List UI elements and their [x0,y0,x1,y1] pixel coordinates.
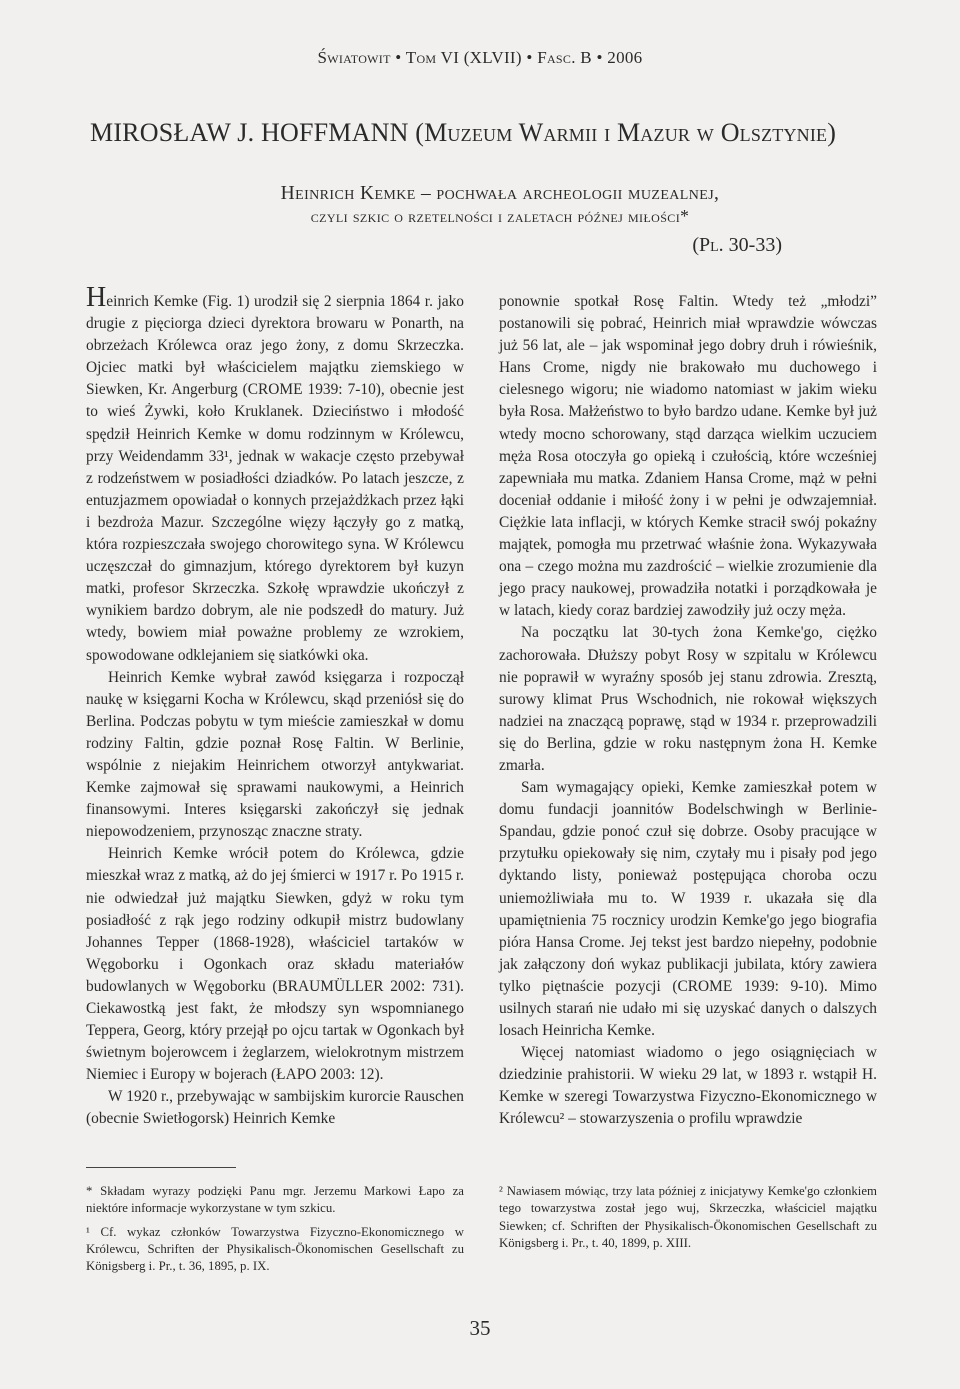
article-title [210,182,790,228]
paragraph: Sam wymagający opieki, Kemke zamieszkał potem w domu fundacji joannitów Bodelschwingh w Berlinie-Spandau, gdzie ponoć czuł się dobrze. Osoby pracujące w przytułku opiekowały się nim, czytały mu i pisały pod jego dyktando listy, ponieważ postępująca choroba oczu uniemożliwiała mu to. W 1939 r. ukazała się dla upamiętnienia 75 rocznicy urodzin Kemke'go jego biografia pióra Hansa Crome. Jej tekst jest bardzo niepełny, podobnie jak załączony doń wykaz publikacji jubilata, który zawiera tylko piętnaście pozycji (CROME 1939: 9-10). Mimo usilnych starań nie udało mi się uzyskać danych o dalszych losach Heinricha Kemke. [499,779,877,1040]
paragraph: Więcej natomiast wiadomo o jego osiągnięciach w dziedzinie prahistorii. W wieku 29 lat, w 1893 r. wstąpił H. Kemke w szeregi Towarzystwa Fizyczno-Ekonomicznego w Królewcu² – stowarzyszenia o profilu wprawdzie [499,1044,877,1128]
title-line-2: czyli szkic o rzetelności i zaletach późnej miłości* [310,206,690,226]
left-column [86,282,464,1131]
right-column [499,291,877,1131]
author-name: MIROSŁAW J. HOFFMANN [90,118,409,147]
paragraph: ponownie spotkał Rosę Faltin. Wtedy też „młodzi” postanowili się pobrać, Heinrich miał wprawdzie wówczas już 56 lat, ale – jak wspominał jego dobry druh i rówieśnik, Hans Crome, nigdy nie brakowało mu duchowego i cielesnego wigoru; nie wiadomo natomiast w jakim wieku była Rosa. Małżeństwo to było bardzo udane. Kemke był już wtedy mocno schorowany, stąd darząca wielkim uczuciem męża Rosa otoczyła go opieką i czułością, które wcześniej zapewniała mu matka. Zdaniem Hansa Crome, mąż w pełni doceniał oddanie i miłość żony i w pełni je odwzajemniał. Ciężkie lata inflacji, w których Kemke stracił swój pokaźny majątek, pomogła mu przetrwać właśnie żona. Wykazywała ona – czego można mu zazdrościć – wielkie zrozumienie dla jego pracy naukowej, prowadziła notatki i porządkowała je w latach, kiedy coraz bardziej zawodziły już oczy męża. [499,293,877,620]
paragraph: Na początku lat 30-tych żona Kemke'go, ciężko zachorowała. Dłuższy pobyt Rosy w szpitalu w Królewcu nie poprawił w wyraźny sposób jej stanu zdrowia. Zresztą, surowy klimat Prus Wschodnich, nie rokował większych nadziei na znaczącą poprawę, stąd w 1934 r. przeprowadzili się do Berlina, gdzie w roku następnym żona H. Kemke zmarła. [499,624,877,774]
paragraph: W 1920 r., przebywając w sambijskim kurorcie Rauschen (obecnie Swietłogorsk) Heinrich Kemke [86,1088,464,1128]
footnotes-right [499,1183,877,1258]
footnote: ² Nawiasem mówiąc, trzy lata później z inicjatywy Kemke'go członkiem tego towarzystwa został jego wuj, Skrzeczka, właściciel majątku Siewken; cf. Schriften der Physikalisch-Ökonomischen Gesellschaft zu Königsberg i. Pr., t. 40, 1899, p. XIII. [499,1184,877,1250]
footnote-divider [86,1167,236,1168]
footnote: ¹ Cf. wykaz członków Towarzystwa Fizyczno-Ekonomicznego w Królewcu, Schriften der Physikalisch-Ökonomischen Gesellschaft zu Königsberg i. Pr., t. 36, 1895, p. IX. [86,1224,464,1274]
author-line [90,118,890,148]
page-number: 35 [469,1316,491,1340]
journal-header: Światowit • Tom VI (XLVII) • Fasc. B • 2006 [317,48,643,67]
title-line-1: Heinrich Kemke – pochwała archeologii muzealnej, [280,183,720,204]
footnotes-left [86,1183,464,1281]
author-affiliation: (Muzeum Warmii i Mazur w Olsztynie) [415,118,837,147]
paragraph [86,282,464,667]
paragraph: Heinrich Kemke wybrał zawód księgarza i rozpoczął naukę w księgarni Kocha w Królewcu, skąd przeniósł się do Berlina. Podczas pobytu w tym mieście zamieszkał w domu rodziny Faltin, gdzie poznał Rosę Faltin. W Berlinie, wspólnie z niejakim Heinrichem otworzył antykwariat. Kemke zajmował się sprawami naukowymi, a Heinrich finansowymi. Interes księgarski zakończył się jednak niepowodzeniem, przynosząc znaczne straty. [86,668,464,841]
footnote: * Składam wyrazy podzięki Panu mgr. Jerzemu Markowi Łapo za niektóre informacje wykorzystane w tym szkicu. [86,1184,464,1216]
paragraph-text: einrich Kemke (Fig. 1) urodził się 2 sierpnia 1864 r. jako drugie z pięciorga dzieci dyrektora browaru w Ponarth, na obrzeżach Królewca oraz jego żony, z domu Skrzeczka. Ojciec matki był właścicielem majątku ziemskiego w Siewken, Kr. Angerburg (CROME 1939: 7-10), obecnie jest to wieś Żywki, koło Kruklanek. Dzieciństwo i młodość spędził Heinrich Kemke w domu rodzinnym w Królewcu, przy Weidendamm 33¹, jednak w wakacje często przebywał z rodzeństwem w posiadłości dziadków. Po latach jeszcze, z entuzjazmem opowiadał o konnych przejażdżkach przez łąki i bezdroża Mazur. Szczególne więzy łączyły go z matką, która rozpieszczała swojego chorowitego syna. W Królewcu uczęszczał do gimnazjum, którego dyrektorem był kuzyn matki, profesor Skrzeczka. Szkołę wprawdzie ukończył z wynikiem bardzo dobrym, ale nie podszedł do matury. Już wtedy, bowiem miał poważne problemy ze wzrokiem, spowodowane odklejaniem się siatkówki oka. [86,293,464,664]
plates-reference: (Pl. 30-33) [692,234,782,256]
drop-cap: H [86,282,107,313]
paragraph: Heinrich Kemke wrócił potem do Królewca, gdzie mieszkał wraz z matką, aż do jej śmierci w 1917 r. Po 1915 r. nie odwiedzał już majątku Siewken, gdyż w roku tym posiadłość z rąk jego rodziny odkupił mistrz budowlany Johannes Tepper (1868-1928), właściciel tartaków w Węgoborku i Ogonkach oraz składu materiałów budowlanych w Węgoborku (BRAUMÜLLER 2002: 731). Ciekawostką jest fakt, że młodszy syn wspomnianego Teppera, Georg, który przejął po ojcu tartak w Ogonkach był świetnym bojerowcem i żeglarzem, wielokrotnym mistrzem Niemiec i Europy w bojerach (ŁAPO 2003: 12). [86,845,464,1084]
